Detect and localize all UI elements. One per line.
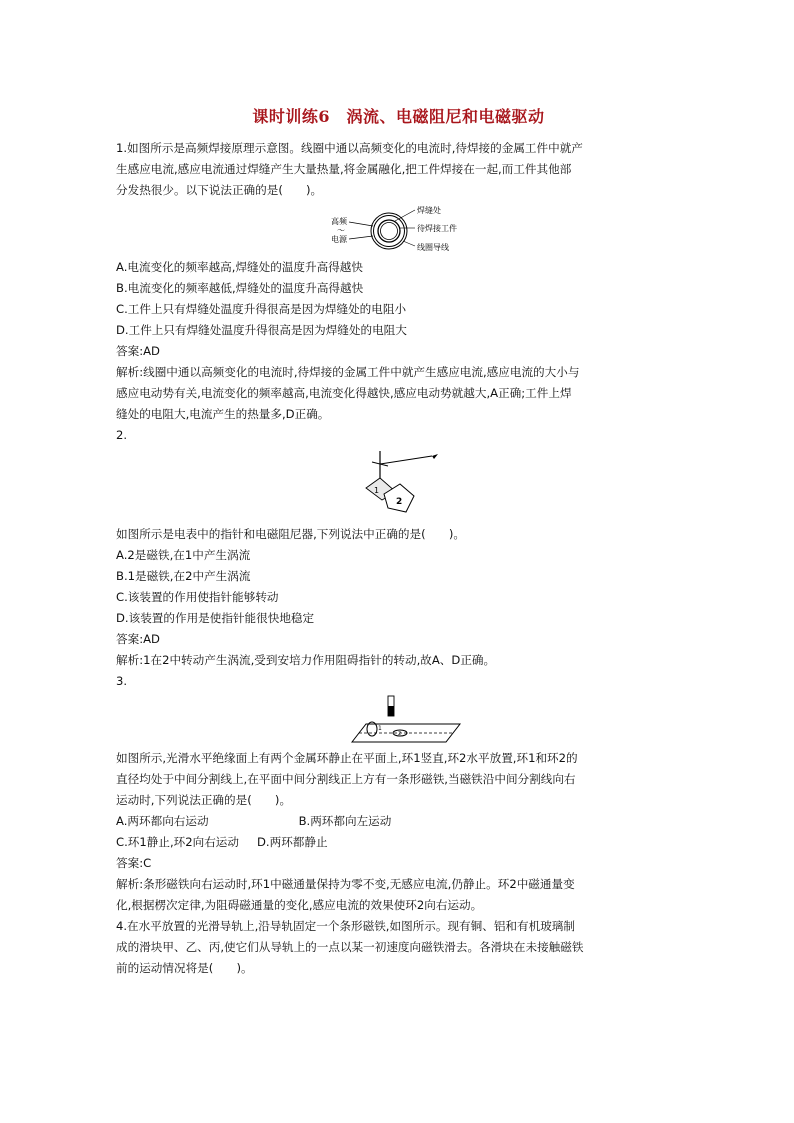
q3-analysis-line-2: 化,根据楞次定律,为阻碍磁通量的变化,感应电流的效果使环2向右运动。 <box>116 898 483 912</box>
q2-number: 2. <box>116 428 128 442</box>
q3-figure <box>116 694 681 746</box>
q3-option-a: A.两环都向右运动 <box>116 814 209 828</box>
pointer-tip <box>432 454 438 459</box>
q3-option-c: C.环1静止,环2向右运动 <box>116 835 239 849</box>
workpiece-inner-circle <box>380 223 397 240</box>
q2-option-c: C.该装置的作用使指针能够转动 <box>116 590 279 604</box>
q2-option-a: A.2是磁铁,在1中产生涡流 <box>116 548 251 562</box>
q4-stem-line-3: 前的运动情况将是( )。 <box>116 961 253 975</box>
q1-analysis-line-2: 感应电动势有关,电流变化的频率越高,电流变化得越快,感应电动势就越大,A正确;工件上焊 <box>116 386 572 400</box>
q3-answer: 答案:C <box>116 856 152 870</box>
q1-label-workpiece: 待焊接工件 <box>416 224 457 233</box>
magnet-rings-diagram <box>334 694 464 746</box>
workpiece-outer-circle <box>378 220 400 242</box>
q3-stem-line-1: 如图所示,光滑水平绝缘面上有两个金属环静止在平面上,环1竖直,环2水平放置,环1和环2的 <box>116 751 578 765</box>
page-title: 课时训练6 涡流、电磁阻尼和电磁驱动 <box>252 107 545 126</box>
q1-option-d: D.工件上只有焊缝处温度升得很高是因为焊缝处的电阻大 <box>116 323 407 337</box>
meter-damper-diagram <box>354 448 444 522</box>
q2-figure <box>116 448 681 522</box>
q3-options-row-2 <box>116 832 681 853</box>
q1-stem-line-1: 1.如图所示是高频焊接原理示意图。线圈中通以高频变化的电流时,待焊接的金属工件中就产 <box>116 141 583 155</box>
q1-label-source-bottom: 电源 <box>330 235 347 244</box>
q3-analysis-line-1: 解析:条形磁铁向右运动时,环1中磁通量保持为零不变,无感应电流,仍静止。环2中磁通量变 <box>116 877 575 891</box>
meter-pointer <box>380 456 432 464</box>
q2-analysis: 解析:1在2中转动产生涡流,受到安培力作用阻碍指针的转动,故A、D正确。 <box>116 653 496 667</box>
q1-label-weld: 焊缝处 <box>416 206 441 215</box>
q1-label-source-top: 高频 <box>330 217 347 226</box>
q1-option-c: C.工件上只有焊缝处温度升得很高是因为焊缝处的电阻小 <box>116 302 407 316</box>
q3-stem-line-2: 直径均处于中间分割线上,在平面中间分割线正上方有一条形磁铁,当磁铁沿中间分割线向右 <box>116 772 576 786</box>
q2-stem: 如图所示是电表中的指针和电磁阻尼器,下列说法中正确的是( )。 <box>116 527 465 541</box>
q1-label-coil: 线圈导线 <box>416 243 449 252</box>
q3-option-spacer-2 <box>239 832 257 853</box>
q3-options-row-1 <box>116 811 681 832</box>
welding-diagram <box>329 203 469 255</box>
q1-analysis-line-3: 缝处的电阻大,电流产生的热量多,D正确。 <box>116 407 330 421</box>
q1-analysis-line-1: 解析:线圈中通以高频变化的电流时,待焊接的金属工件中就产生感应电流,感应电流的大小与 <box>116 365 580 379</box>
q1-stem-line-2: 生感应电流,感应电流通过焊缝产生大量热量,将金属融化,把工件焊接在一起,而工件其他部 <box>116 162 572 176</box>
q2-option-b: B.1是磁铁,在2中产生涡流 <box>116 569 251 583</box>
q1-lead-wire-bottom <box>349 236 373 239</box>
q2-answer: 答案:AD <box>116 632 160 646</box>
q1-answer: 答案:AD <box>116 344 160 358</box>
q1-option-b: B.电流变化的频率越低,焊缝处的温度升高得越快 <box>116 281 364 295</box>
q1-label-source-tilde: ～ <box>336 226 345 235</box>
q2-label-2: 2 <box>395 497 402 507</box>
bar-magnet-dark-pole <box>388 706 394 716</box>
q1-stem-line-3: 分发热很少。以下说法正确的是( )。 <box>116 183 323 197</box>
document-page <box>116 104 681 979</box>
q2-option-d: D.该装置的作用是使指针能很快地稳定 <box>116 611 315 625</box>
q1-figure <box>116 203 681 255</box>
q3-option-d: D.两环都静止 <box>256 835 328 849</box>
q2-label-1: 1 <box>373 486 379 495</box>
coil-outer-circle <box>371 213 407 249</box>
q3-option-spacer <box>209 811 299 832</box>
coil-pointer-line <box>403 241 415 246</box>
q3-label-1: 1 <box>377 725 382 732</box>
q3-number: 3. <box>116 674 128 688</box>
q1-lead-wire-top <box>349 222 373 226</box>
q1-option-a: A.电流变化的频率越高,焊缝处的温度升高得越快 <box>116 260 363 274</box>
q4-stem-line-2: 成的滑块甲、乙、丙,使它们从导轨上的一点以某一初速度向磁铁滑去。各滑块在未接触磁铁 <box>116 940 584 954</box>
q3-label-2: 2 <box>397 731 401 737</box>
q3-option-b: B.两环都向左运动 <box>298 814 392 828</box>
q3-stem-line-3: 运动时,下列说法正确的是( )。 <box>116 793 292 807</box>
q4-stem-line-1: 4.在水平放置的光滑导轨上,沿导轨固定一个条形磁铁,如图所示。现有铜、铝和有机玻璃制 <box>116 919 575 933</box>
